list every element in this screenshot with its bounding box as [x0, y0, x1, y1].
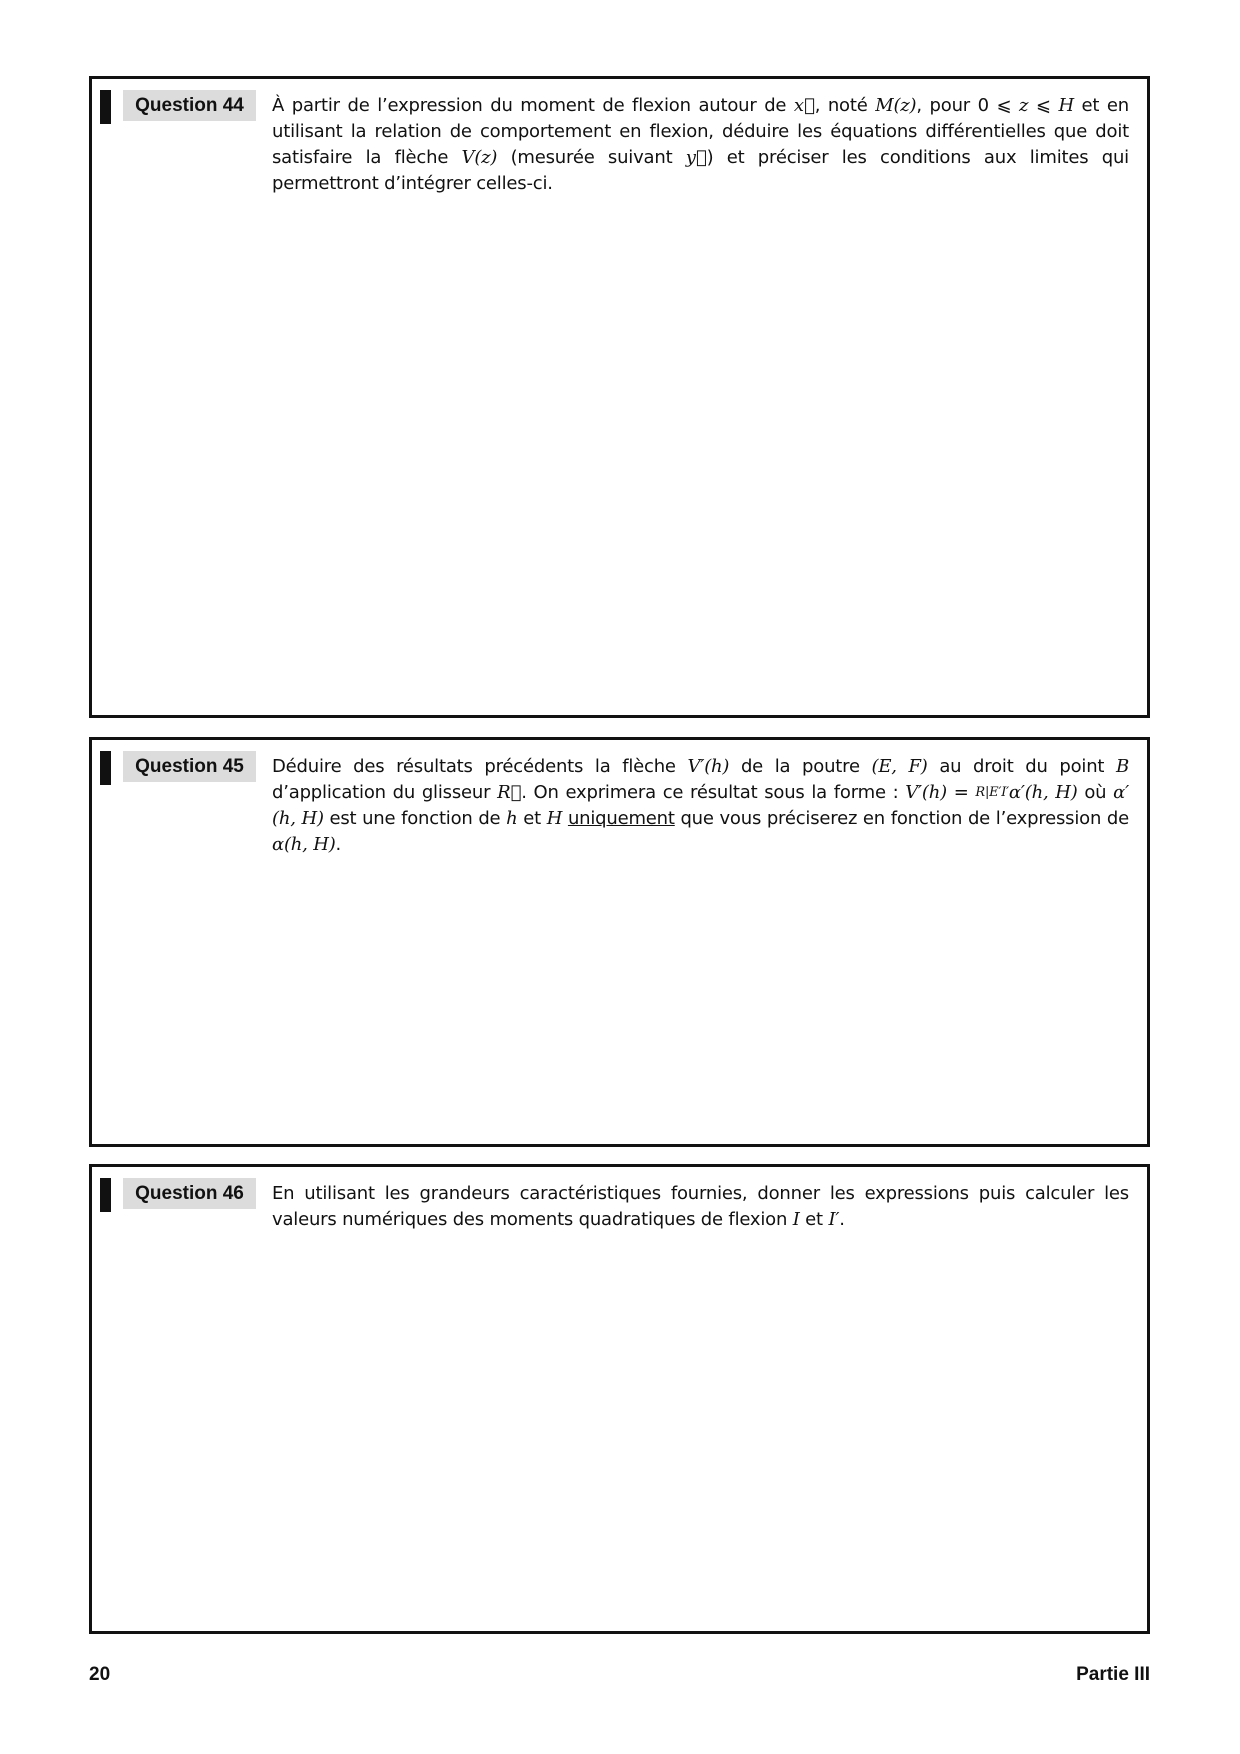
text-run: En utilisant les grandeurs caractéristiques fournies, donner les expressions puis calculer les valeurs numériques des moments quadratiques de flexion [272, 1183, 1129, 1230]
question-45-box [89, 737, 1150, 1147]
question-text [272, 93, 1129, 197]
question-46-box [89, 1164, 1150, 1634]
math-expression: y⃗ [685, 147, 707, 168]
question-label: Question 46 [123, 1178, 256, 1209]
question-marker [100, 1178, 111, 1212]
math-expression: I [792, 1209, 800, 1230]
text-run: . On exprimera ce résultat sous la forme : [521, 782, 906, 803]
math-expression: α(h, H) [272, 834, 336, 855]
text-run: . [839, 1209, 845, 1230]
text-run: (mesurée suivant [497, 147, 686, 168]
math-expression: h [506, 808, 518, 829]
part-label: Partie III [1076, 1664, 1150, 1685]
question-44-box [89, 76, 1150, 718]
math-expression: (E, F) [871, 756, 928, 777]
math-expression: H [546, 808, 563, 829]
question-text [272, 754, 1129, 858]
text-run: et [799, 1209, 829, 1230]
page-number: 20 [89, 1664, 111, 1685]
question-label: Question 45 [123, 751, 256, 782]
text-run: que vous préciserez en fonction de l’expression de [674, 808, 1129, 829]
math-expression: x⃗ [793, 95, 815, 116]
math-expression: I′ [828, 1209, 840, 1230]
text-run: À partir de l’expression du moment de flexion autour de [272, 95, 794, 116]
question-label: Question 44 [123, 90, 256, 121]
question-text [272, 1181, 1129, 1233]
question-marker [100, 751, 111, 785]
math-expression: α′(h, H) [1008, 782, 1078, 803]
text-run: ⩽ [1028, 95, 1059, 116]
math-expression: V′(h) [905, 782, 947, 803]
math-expression: M(z) [875, 95, 917, 116]
text-run: est une fonction de [323, 808, 507, 829]
fraction: R|E′I′ [975, 785, 1009, 800]
math-expression: R⃗ [497, 782, 522, 803]
text-run: et en utilisant la relation de comportement en flexion, déduire les équations différentielles que doit satisfaire la flèche [272, 95, 1129, 168]
text-run: , pour 0 ⩽ [916, 95, 1019, 116]
text-run: = [946, 782, 976, 803]
text-run: , noté [814, 95, 876, 116]
math-expression: H [1058, 95, 1074, 116]
text-run: d’application du glisseur [272, 782, 498, 803]
text-run: Déduire des résultats précédents la flèche [272, 756, 688, 777]
text-run: et [517, 808, 547, 829]
underlined-text: uniquement [567, 808, 675, 829]
text-run: ) et préciser les conditions aux limites qui permettront d’intégrer celles-ci. [272, 147, 1129, 194]
math-expression: z [1019, 95, 1029, 116]
text-run: au droit du point [927, 756, 1116, 777]
question-marker [100, 90, 111, 124]
text-run: . [335, 834, 342, 855]
text-run: de la poutre [729, 756, 872, 777]
math-expression: α′(h, H) [272, 782, 1129, 829]
math-expression: V′(h) [687, 756, 730, 777]
math-expression: B [1115, 756, 1129, 777]
text-run: où [1077, 782, 1114, 803]
math-expression: V(z) [461, 147, 498, 168]
